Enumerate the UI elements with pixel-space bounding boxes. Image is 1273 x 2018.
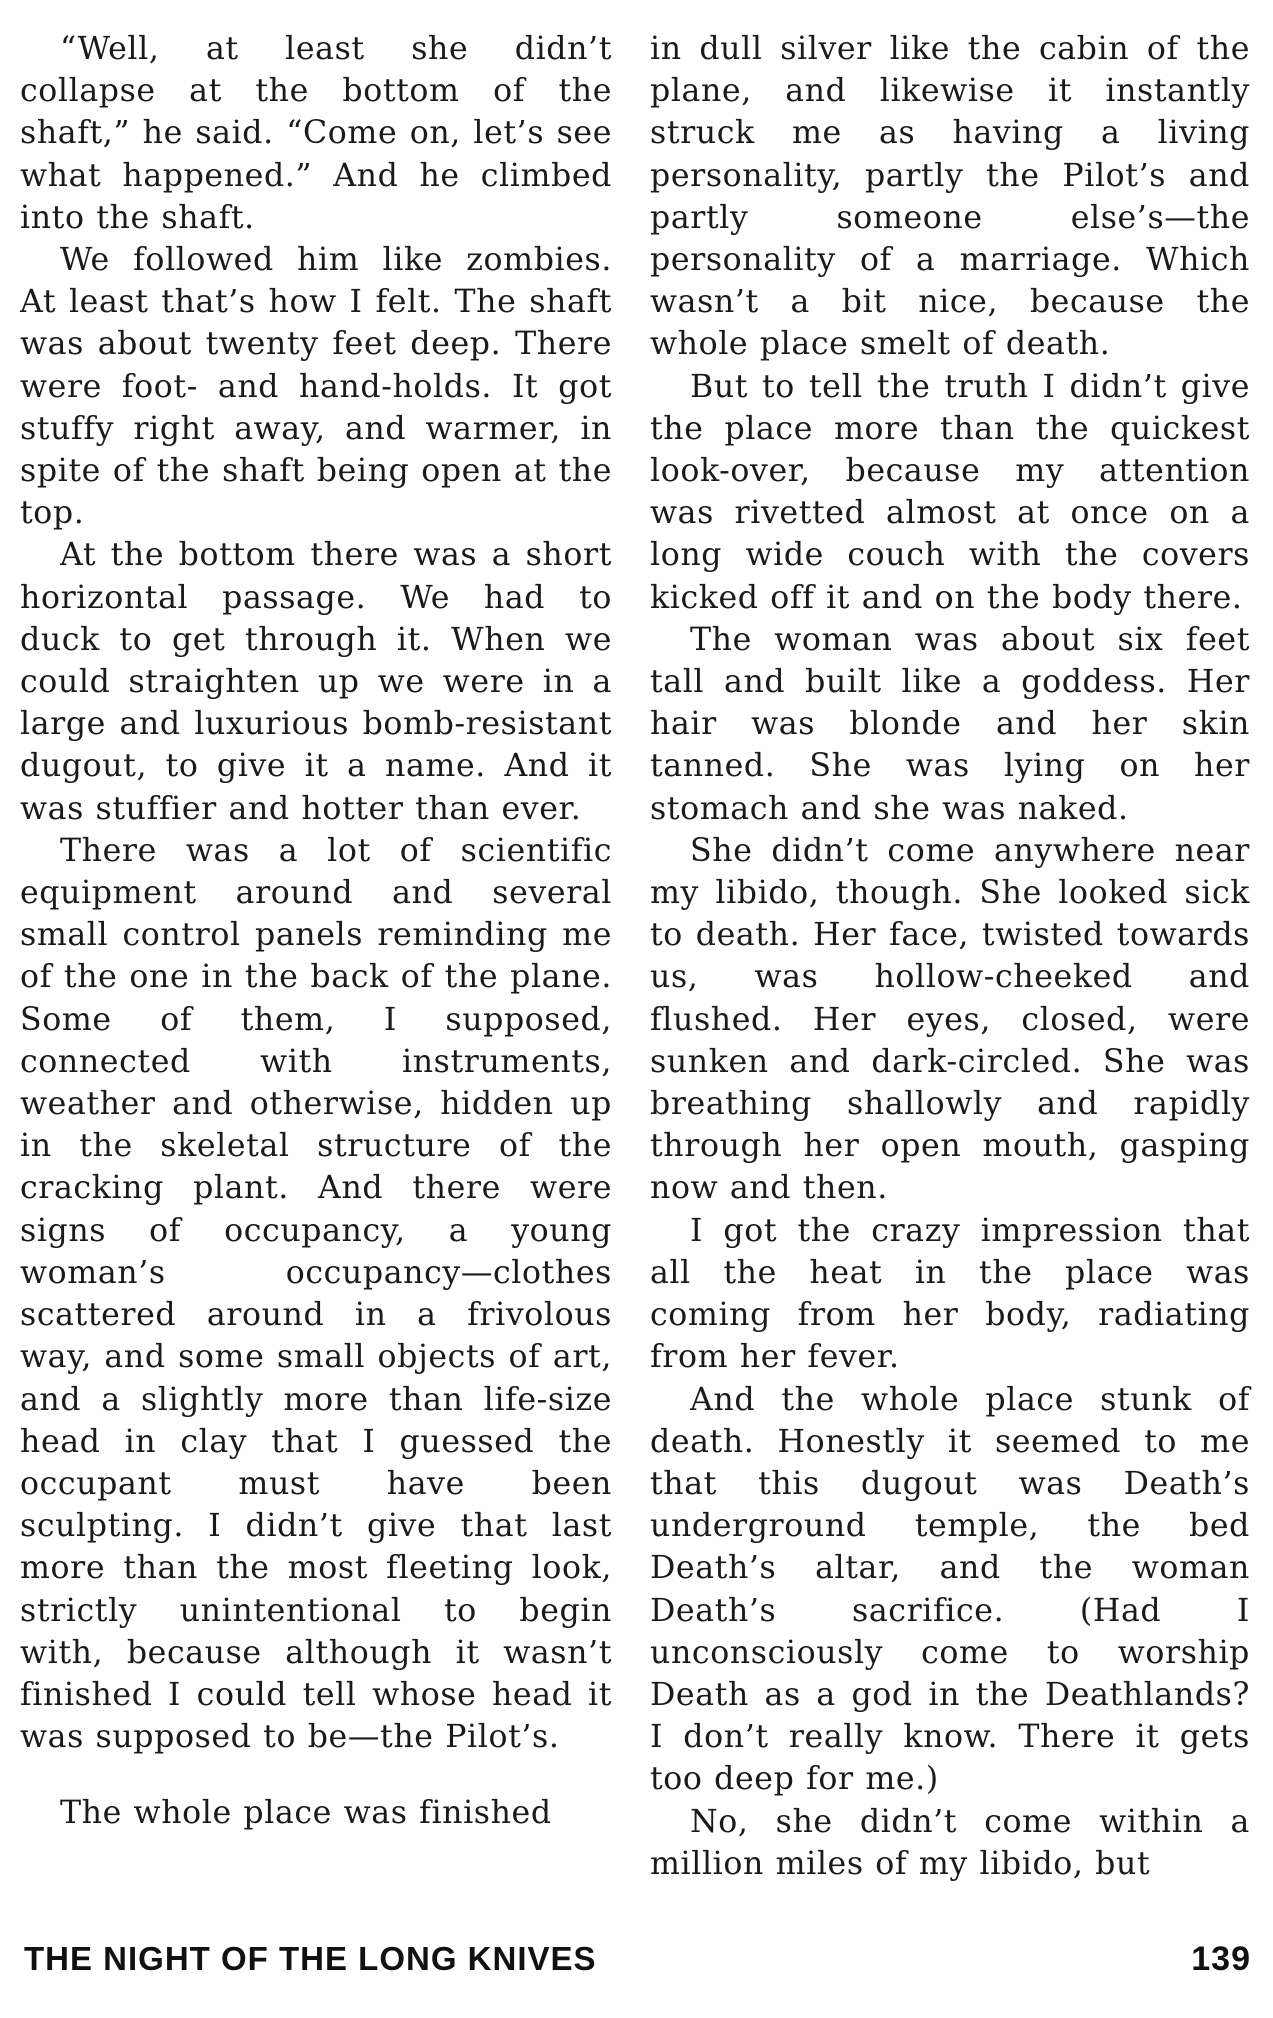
paragraph: We followed him like zombies. At least that’s how I felt. The shaft was about twenty feet deep. There were foot- and hand-holds. It got stuffy right away, and warmer, in spite of the shaft being open at the top. [20,242,612,532]
left-column [20,28,612,1835]
running-title: THE NIGHT OF THE LONG KNIVES [24,1940,597,1977]
paragraph: No, she didn’t come within a million miles of my libido, but [650,1803,1250,1882]
paragraph: in dull silver like the cabin of the plane, and likewise it instantly struck me as having a living personality, partly the Pilot’s and partly someone else’s—the personality of a marriage. Which wasn’t a bit nice, because the whole place smelt of death. [650,31,1250,363]
paragraph: I got the crazy impression that all the heat in the place was coming from her body, radiating from her fever. [650,1212,1250,1376]
paragraph: And the whole place stunk of death. Honestly it seemed to me that this dugout was Death’s underground temple, the bed Death’s altar, and the woman Death’s sacrifice. (Had I unconsciously come to worship Death as a god in the Deathlands? I don’t really know. There it gets too deep for me.) [650,1381,1250,1798]
paragraph: She didn’t come anywhere near my libido, though. She looked sick to death. Her face, twisted towards us, was hollow-cheeked and flushed. Her eyes, closed, were sunken and dark-circled. She was breathing shallowly and rapidly through her open mouth, gasping now and then. [650,832,1250,1207]
paragraph: The whole place was finished [60,1795,552,1832]
paragraph: At the bottom there was a short horizontal passage. We had to duck to get through it. When we could straighten up we were in a large and luxurious bomb-resistant dugout, to give it a name. And it was stuffier and hotter than ever. [20,537,612,827]
page-footer [0,1940,1273,1990]
paragraph: “Well, at least she didn’t collapse at the bottom of the shaft,” he said. “Come on, let’s see what happened.” And he climbed into the shaft. [20,31,612,236]
right-column [650,28,1250,1885]
paragraph: The woman was about six feet tall and built like a goddess. Her hair was blonde and her skin tanned. She was lying on her stomach and she was naked. [650,621,1250,827]
paragraph: There was a lot of scientific equipment around and several small control panels reminding me of the one in the back of the plane. Some of them, I supposed, connected with instruments, weather and otherwise, hidden up in the skeletal structure of the cracking plant. And there were signs of occupancy, a young woman’s occupancy—clothes scattered around in a frivolous way, and some small objects of art, and a slightly more than life-size head in clay that I guessed the occupant must have been sculpting. I didn’t give that last more than the most fleeting look, strictly unintentional to begin with, because although it wasn’t finished I could tell whose head it was supposed to be—the Pilot’s. [20,832,612,1756]
paragraph: But to tell the truth I didn’t give the place more than the quickest look-over, because my attention was rivetted almost at once on a long wide couch with the covers kicked off it and on the body there. [650,368,1250,616]
page-number: 139 [1191,1940,1251,1978]
